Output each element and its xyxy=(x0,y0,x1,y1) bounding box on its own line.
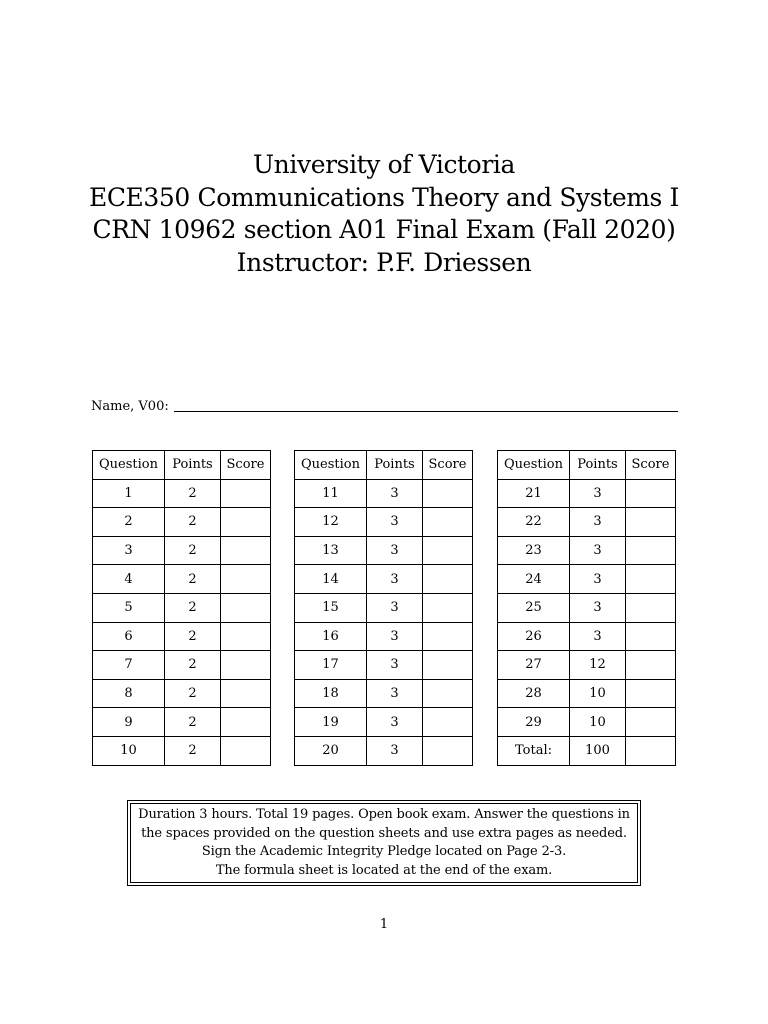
points-cell: 3 xyxy=(367,679,423,708)
points-cell: 2 xyxy=(165,708,221,737)
question-cell: 13 xyxy=(295,536,367,565)
question-cell: 25 xyxy=(498,593,570,622)
question-cell: 14 xyxy=(295,565,367,594)
score-cell[interactable] xyxy=(626,708,676,737)
header-score: Score xyxy=(626,451,676,480)
points-cell: 3 xyxy=(367,622,423,651)
header-points: Points xyxy=(367,451,423,480)
table-row xyxy=(295,708,473,737)
question-cell: 23 xyxy=(498,536,570,565)
question-cell: 5 xyxy=(93,593,165,622)
points-cell: 3 xyxy=(570,622,626,651)
question-cell: 19 xyxy=(295,708,367,737)
table-row xyxy=(93,622,271,651)
total-row xyxy=(498,736,676,765)
question-cell: 20 xyxy=(295,736,367,765)
table-row xyxy=(498,679,676,708)
table-row xyxy=(295,479,473,508)
table-row xyxy=(295,508,473,537)
table-row xyxy=(498,622,676,651)
score-cell[interactable] xyxy=(626,508,676,537)
header-points: Points xyxy=(570,451,626,480)
instructions-line-4: The formula sheet is located at the end of the exam. xyxy=(215,862,553,878)
score-cell[interactable] xyxy=(221,736,271,765)
points-cell: 3 xyxy=(367,651,423,680)
question-cell: 27 xyxy=(498,651,570,680)
question-cell: 26 xyxy=(498,622,570,651)
score-cell[interactable] xyxy=(423,708,473,737)
points-cell: 3 xyxy=(570,479,626,508)
score-cell[interactable] xyxy=(423,565,473,594)
points-cell: 3 xyxy=(570,565,626,594)
question-cell: 21 xyxy=(498,479,570,508)
name-field-blank-line[interactable] xyxy=(174,411,678,412)
instructions-line-3: Sign the Academic Integrity Pledge located on Page 2-3. xyxy=(201,844,567,859)
question-cell: 7 xyxy=(93,651,165,680)
score-cell[interactable] xyxy=(423,593,473,622)
score-cell[interactable] xyxy=(423,622,473,651)
table-header-row xyxy=(93,451,271,480)
points-cell: 2 xyxy=(165,736,221,765)
header-score: Score xyxy=(221,451,271,480)
points-cell: 3 xyxy=(367,508,423,537)
table-row xyxy=(295,679,473,708)
score-cell[interactable] xyxy=(221,593,271,622)
score-cell[interactable] xyxy=(221,536,271,565)
table-row xyxy=(498,536,676,565)
score-cell[interactable] xyxy=(221,565,271,594)
question-cell: 29 xyxy=(498,708,570,737)
header-question: Question xyxy=(498,451,570,480)
score-table-2 xyxy=(294,450,473,766)
table-row xyxy=(93,508,271,537)
points-cell: 3 xyxy=(367,736,423,765)
score-cell[interactable] xyxy=(626,479,676,508)
instructions-line-1: Duration 3 hours. Total 19 pages. Open book exam. Answer the questions in xyxy=(138,807,630,822)
table-row xyxy=(93,708,271,737)
points-cell: 3 xyxy=(367,565,423,594)
table-row xyxy=(93,479,271,508)
points-cell: 2 xyxy=(165,651,221,680)
score-cell[interactable] xyxy=(423,508,473,537)
points-cell: 3 xyxy=(367,536,423,565)
points-cell: 2 xyxy=(165,508,221,537)
question-cell: 10 xyxy=(93,736,165,765)
question-cell: 1 xyxy=(93,479,165,508)
exam-title-block xyxy=(0,149,768,279)
score-cell[interactable] xyxy=(423,679,473,708)
points-cell: 12 xyxy=(570,651,626,680)
table-row xyxy=(498,479,676,508)
points-cell: 3 xyxy=(570,536,626,565)
total-points-cell: 100 xyxy=(570,736,626,765)
table-row xyxy=(295,622,473,651)
question-cell: 9 xyxy=(93,708,165,737)
instructions-line-2: the spaces provided on the question sheets and use extra pages as needed. xyxy=(141,825,627,841)
table-row xyxy=(498,508,676,537)
score-cell[interactable] xyxy=(626,565,676,594)
table-row xyxy=(93,565,271,594)
question-cell: 15 xyxy=(295,593,367,622)
question-cell: 4 xyxy=(93,565,165,594)
name-field-label: Name, V00: xyxy=(91,399,169,414)
score-table-1 xyxy=(92,450,271,766)
score-cell[interactable] xyxy=(423,651,473,680)
question-cell: 24 xyxy=(498,565,570,594)
header-question: Question xyxy=(295,451,367,480)
score-cell[interactable] xyxy=(221,622,271,651)
points-cell: 10 xyxy=(570,679,626,708)
question-cell: 16 xyxy=(295,622,367,651)
score-cell[interactable] xyxy=(626,536,676,565)
score-cell[interactable] xyxy=(626,593,676,622)
exam-instructions-box xyxy=(127,800,641,886)
table-row xyxy=(295,536,473,565)
table-row xyxy=(498,565,676,594)
question-cell: 22 xyxy=(498,508,570,537)
points-cell: 2 xyxy=(165,622,221,651)
table-row xyxy=(295,736,473,765)
question-cell: 8 xyxy=(93,679,165,708)
score-cell[interactable] xyxy=(626,622,676,651)
score-cell[interactable] xyxy=(221,508,271,537)
score-cell[interactable] xyxy=(221,651,271,680)
question-cell: 11 xyxy=(295,479,367,508)
exam-instructions-inner-frame xyxy=(130,803,638,883)
table-row xyxy=(93,736,271,765)
question-cell: 28 xyxy=(498,679,570,708)
points-cell: 2 xyxy=(165,536,221,565)
table-row xyxy=(295,651,473,680)
total-label-cell: Total: xyxy=(498,736,570,765)
score-cell[interactable] xyxy=(423,479,473,508)
points-cell: 2 xyxy=(165,679,221,708)
total-score-cell[interactable] xyxy=(626,736,676,765)
score-table-3 xyxy=(497,450,676,766)
page-number: 1 xyxy=(379,917,389,932)
university-name: University of Victoria xyxy=(253,150,515,179)
name-field-row xyxy=(91,396,681,416)
table-row xyxy=(93,536,271,565)
table-row xyxy=(93,679,271,708)
header-score: Score xyxy=(423,451,473,480)
table-header-row xyxy=(498,451,676,480)
points-cell: 3 xyxy=(570,508,626,537)
points-cell: 3 xyxy=(570,593,626,622)
score-cell[interactable] xyxy=(221,679,271,708)
score-cell[interactable] xyxy=(423,536,473,565)
points-cell: 3 xyxy=(367,593,423,622)
table-row xyxy=(93,651,271,680)
question-cell: 18 xyxy=(295,679,367,708)
question-cell: 2 xyxy=(93,508,165,537)
score-cell[interactable] xyxy=(221,479,271,508)
table-header-row xyxy=(295,451,473,480)
points-cell: 3 xyxy=(367,479,423,508)
points-cell: 2 xyxy=(165,565,221,594)
question-cell: 6 xyxy=(93,622,165,651)
header-points: Points xyxy=(165,451,221,480)
table-row xyxy=(295,593,473,622)
score-cell[interactable] xyxy=(423,736,473,765)
question-cell: 12 xyxy=(295,508,367,537)
score-cell[interactable] xyxy=(626,679,676,708)
instructor-name: Instructor: P.F. Driessen xyxy=(236,247,532,277)
points-cell: 2 xyxy=(165,479,221,508)
table-row xyxy=(93,593,271,622)
question-cell: 17 xyxy=(295,651,367,680)
table-row xyxy=(498,593,676,622)
exam-identifier: CRN 10962 section A01 Final Exam (Fall 2020) xyxy=(92,215,676,244)
header-question: Question xyxy=(93,451,165,480)
course-title: ECE350 Communications Theory and Systems I xyxy=(88,182,680,212)
question-cell: 3 xyxy=(93,536,165,565)
points-cell: 3 xyxy=(367,708,423,737)
score-cell[interactable] xyxy=(221,708,271,737)
table-row xyxy=(295,565,473,594)
points-cell: 10 xyxy=(570,708,626,737)
score-cell[interactable] xyxy=(626,651,676,680)
points-cell: 2 xyxy=(165,593,221,622)
table-row xyxy=(498,651,676,680)
table-row xyxy=(498,708,676,737)
